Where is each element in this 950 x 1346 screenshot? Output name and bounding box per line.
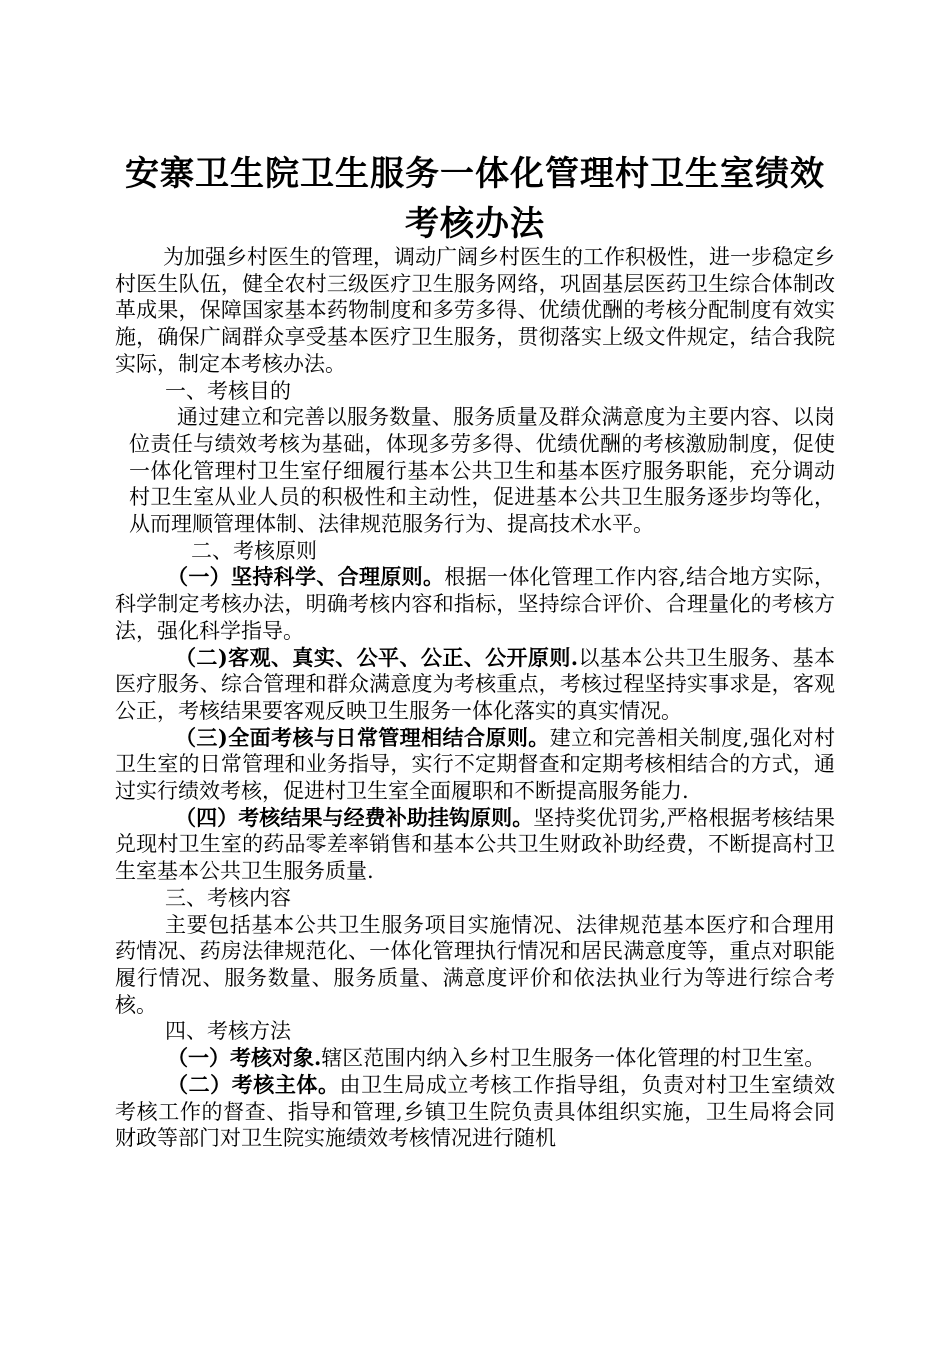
section3-heading: 三、考核内容 (165, 885, 291, 910)
principle4-body: 坚持奖优罚劣,严格根据考核结果兑现村卫生室的药品零差率销售和基本公共卫生财政补助经费，不断提高村卫生室基本公共卫生服务质量. (115, 805, 835, 884)
method1-title: （一）考核对象. (167, 1045, 322, 1071)
method1-body: 辖区范围内纳入乡村卫生服务一体化管理的村卫生室。 (321, 1046, 826, 1071)
principle2-body: 以基本公共卫生服务、基本医疗服务、综合管理和群众满意度为考核重点，考核过程坚持实事求是，客观公正，考核结果要客观反映卫生服务一体化落实的真实情况。 (115, 645, 835, 723)
principle2-paragraph (115, 645, 835, 725)
principle4-title: （四）考核结果与经费补助挂钩原则。 (175, 804, 534, 830)
principle4-paragraph (115, 805, 835, 885)
intro-paragraph: 为加强乡村医生的管理，调动广阔乡村医生的工作积极性，进一步稳定乡村医生队伍，健全农村三级医疗卫生服务网络，巩固基层医药卫生综合体制改革成果，保障国家基本药物制度和多劳多得、优绩优酬的考核分配制度有效实施，确保广阔群众享受基本医疗卫生服务，贯彻落实上级文件规定，结合我院实际，制定本考核办法。 (115, 245, 835, 376)
principle3-body: 建立和完善相关制度,强化对村卫生室的日常管理和业务指导，实行不定期督查和定期考核相结合的方式，通过实行绩效考核，促进村卫生室全面履职和不断提高服务能力. (115, 725, 835, 804)
method2-title: （二）考核主体。 (167, 1071, 340, 1097)
principle1-body: 根据一体化管理工作内容,结合地方实际，科学制定考核办法，明确考核内容和指标，坚持综合评价、合理量化的考核方法，强化科学指导。 (115, 565, 835, 643)
method1-paragraph (115, 1045, 835, 1072)
section3-body: 主要包括基本公共卫生服务项目实施情况、法律规范基本医疗和合理用药情况、药房法律规范化、一体化管理执行情况和居民满意度等，重点对职能履行情况、服务数量、服务质量、满意度评价和依法执业行为等进行综合考核。 (115, 912, 835, 1017)
section1-heading: 一、考核目的 (165, 378, 291, 403)
principle1-paragraph (115, 564, 835, 644)
document-body (115, 244, 835, 1152)
section1-block (115, 404, 835, 564)
method2-body: 由卫生局成立考核工作指导组，负责对村卫生室绩效考核工作的督查、指导和管理,乡镇卫生院负责具体组织实施，卫生局将会同财政等部门对卫生院实施绩效考核情况进行随机 (115, 1072, 836, 1151)
section1-body: 通过建立和完善以服务数量、服务质量及群众满意度为主要内容、以岗位责任与绩效考核为基础，体现多劳多得、优绩优酬的考核激励制度，促使一体化管理村卫生室仔细履行基本公共卫生和基本医疗服务职能，充分调动村卫生室从业人员的积极性和主动性，促进基本公共卫生服务逐步均等化，从而理顺管理体制、法律规范服务行为、提高技术水平。 (129, 405, 835, 537)
section4-heading: 四、考核方法 (165, 1019, 291, 1044)
method2-paragraph (115, 1072, 835, 1152)
document-title-line1: 安寨卫生院卫生服务一体化管理村卫生室绩效 (125, 154, 825, 194)
document-title-line2: 考核办法 (405, 204, 545, 244)
principle3-paragraph (115, 725, 835, 805)
section2-heading: 二、考核原则 (191, 538, 317, 563)
principle3-title: （三)全面考核与日常管理相结合原则。 (175, 724, 550, 750)
principle2-title: （二)客观、真实、公平、公正、公开原则. (175, 644, 579, 670)
principle1-title: （一）坚持科学、合理原则。 (167, 564, 445, 590)
